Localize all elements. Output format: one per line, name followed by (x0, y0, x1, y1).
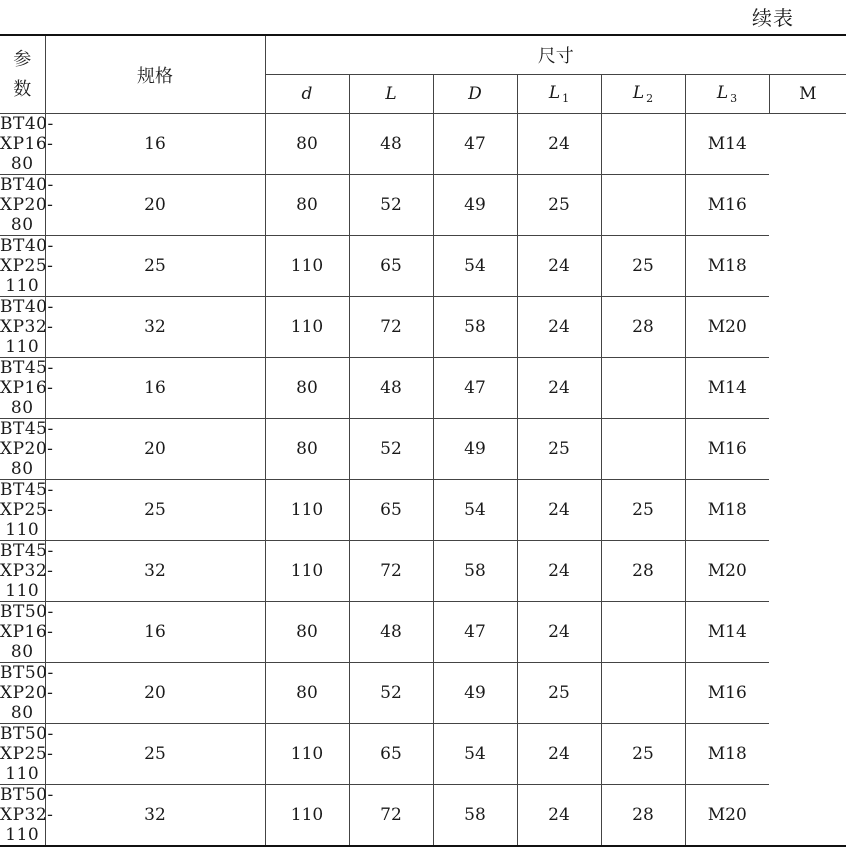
value-cell: M20 (685, 785, 769, 847)
column-symbol: L (548, 83, 561, 103)
value-cell (601, 602, 685, 663)
value-cell (601, 114, 685, 175)
column-symbol: L (632, 83, 645, 103)
value-cell: 80 (265, 602, 349, 663)
column-symbol: D (468, 84, 482, 104)
value-cell: 49 (433, 663, 517, 724)
value-cell: 25 (517, 663, 601, 724)
value-cell: 25 (601, 480, 685, 541)
table-row (0, 602, 846, 663)
value-cell (601, 419, 685, 480)
value-cell: 52 (349, 419, 433, 480)
value-cell: 49 (433, 175, 517, 236)
value-cell: M20 (685, 297, 769, 358)
value-cell: M16 (685, 175, 769, 236)
value-cell: 24 (517, 602, 601, 663)
value-cell: 80 (265, 114, 349, 175)
value-cell: 72 (349, 541, 433, 602)
column-subscript: 2 (646, 92, 654, 105)
value-cell: 72 (349, 297, 433, 358)
value-cell: 54 (433, 724, 517, 785)
value-cell: 47 (433, 114, 517, 175)
value-cell: 25 (45, 236, 265, 297)
value-cell: 32 (45, 785, 265, 847)
value-cell: 25 (45, 480, 265, 541)
value-cell (601, 175, 685, 236)
value-cell: 80 (265, 358, 349, 419)
table-row (0, 236, 846, 297)
value-cell: 24 (517, 785, 601, 847)
value-cell: 65 (349, 480, 433, 541)
value-cell: M18 (685, 236, 769, 297)
value-cell (601, 358, 685, 419)
dimension-column-header (517, 75, 601, 114)
value-cell: 110 (265, 236, 349, 297)
group-label-char: 参 (13, 48, 32, 70)
value-cell: 24 (517, 236, 601, 297)
dimension-column-header (433, 75, 517, 114)
spec-cell: BT50-XP25-110 (0, 724, 54, 784)
value-cell: 80 (265, 175, 349, 236)
table-row (0, 724, 846, 785)
value-cell: 25 (45, 724, 265, 785)
value-cell: 32 (45, 297, 265, 358)
value-cell: 110 (265, 724, 349, 785)
spec-column-header: 规格 (45, 35, 265, 114)
value-cell: 48 (349, 114, 433, 175)
value-cell: 58 (433, 297, 517, 358)
value-cell: M14 (685, 358, 769, 419)
value-cell: M18 (685, 724, 769, 785)
spec-cell: BT40-XP16-80 (0, 114, 54, 174)
spec-cell: BT45-XP32-110 (0, 541, 54, 601)
table-row (0, 480, 846, 541)
value-cell: 110 (265, 297, 349, 358)
value-cell: 32 (45, 541, 265, 602)
value-cell: 20 (45, 419, 265, 480)
value-cell: M16 (685, 663, 769, 724)
table-row (0, 297, 846, 358)
value-cell: 25 (517, 419, 601, 480)
value-cell: 25 (601, 724, 685, 785)
dimension-column-header (685, 75, 769, 114)
spec-cell: BT45-XP20-80 (0, 419, 54, 479)
value-cell: 24 (517, 724, 601, 785)
value-cell: 48 (349, 358, 433, 419)
value-cell: M14 (685, 602, 769, 663)
table-row (0, 419, 846, 480)
value-cell: 58 (433, 785, 517, 847)
parameter-table (0, 34, 846, 847)
value-cell: 20 (45, 663, 265, 724)
column-symbol: d (301, 84, 313, 104)
value-cell: 49 (433, 419, 517, 480)
value-cell: 25 (517, 175, 601, 236)
value-cell: 24 (517, 358, 601, 419)
dimension-column-header (349, 75, 433, 114)
value-cell: 48 (349, 602, 433, 663)
table-row (0, 785, 846, 847)
value-cell: 110 (265, 541, 349, 602)
spec-cell: BT40-XP20-80 (0, 175, 54, 235)
value-cell: 80 (265, 419, 349, 480)
value-cell: M14 (685, 114, 769, 175)
value-cell: 47 (433, 602, 517, 663)
column-symbol: M (799, 84, 817, 104)
spec-cell: BT50-XP20-80 (0, 663, 54, 723)
spec-cell: BT50-XP32-110 (0, 785, 54, 845)
value-cell: 25 (601, 236, 685, 297)
table-caption: 续表 (752, 6, 794, 30)
value-cell: 20 (45, 175, 265, 236)
value-cell: 24 (517, 114, 601, 175)
column-symbol: L (385, 84, 397, 104)
value-cell: M18 (685, 480, 769, 541)
value-cell: 54 (433, 236, 517, 297)
column-symbol: L (716, 83, 729, 103)
value-cell: 52 (349, 663, 433, 724)
dimension-column-header (769, 75, 846, 114)
spec-cell: BT40-XP25-110 (0, 236, 54, 296)
value-cell: 54 (433, 480, 517, 541)
value-cell: 16 (45, 114, 265, 175)
spec-cell: BT40-XP32-110 (0, 297, 54, 357)
table-row (0, 114, 846, 175)
value-cell: 72 (349, 785, 433, 847)
value-cell: 65 (349, 236, 433, 297)
value-cell (601, 663, 685, 724)
group-label-char: 数 (13, 78, 32, 100)
value-cell: 28 (601, 297, 685, 358)
table-row (0, 358, 846, 419)
table-row (0, 175, 846, 236)
column-subscript: 3 (730, 92, 738, 105)
dimension-column-header (265, 75, 349, 114)
value-cell: 52 (349, 175, 433, 236)
spec-cell: BT45-XP16-80 (0, 358, 54, 418)
value-cell: 28 (601, 785, 685, 847)
value-cell: 24 (517, 541, 601, 602)
value-cell: 16 (45, 602, 265, 663)
value-cell: 24 (517, 297, 601, 358)
dimension-group-header: 尺寸 (265, 35, 846, 75)
value-cell: 24 (517, 480, 601, 541)
table-row (0, 663, 846, 724)
value-cell: M16 (685, 419, 769, 480)
value-cell: 58 (433, 541, 517, 602)
spec-cell: BT50-XP16-80 (0, 602, 54, 662)
value-cell: 47 (433, 358, 517, 419)
value-cell: 16 (45, 358, 265, 419)
value-cell: 28 (601, 541, 685, 602)
value-cell: M20 (685, 541, 769, 602)
value-cell: 80 (265, 663, 349, 724)
dimension-column-header (601, 75, 685, 114)
value-cell: 110 (265, 785, 349, 847)
parameter-group-label (0, 35, 45, 114)
value-cell: 110 (265, 480, 349, 541)
value-cell: 65 (349, 724, 433, 785)
column-subscript: 1 (562, 92, 570, 105)
header-row (0, 35, 846, 75)
table-row (0, 541, 846, 602)
spec-cell: BT45-XP25-110 (0, 480, 54, 540)
